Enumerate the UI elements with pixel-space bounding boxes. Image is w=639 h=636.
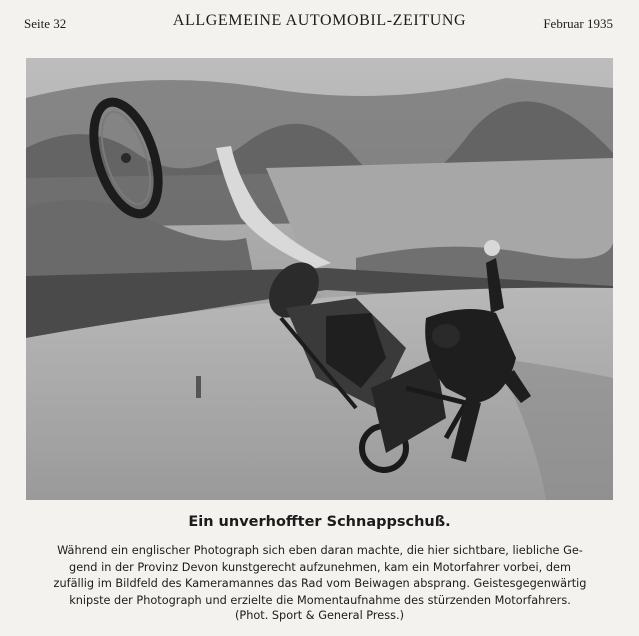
- page-number: Seite 32: [24, 16, 67, 31]
- caption-body: [28, 543, 612, 609]
- journal-title: ALLGEMEINE AUTOMOBIL-ZEITUNG: [172, 12, 467, 29]
- news-photo: [26, 58, 613, 500]
- caption-line: knipste der Photograph und erzielte die Momentaufnahme des stürzenden Motorfahrers.: [69, 593, 571, 607]
- road-post: [196, 376, 201, 398]
- caption-line: gend in der Provinz Devon kunstgerecht aufzunehmen, kam ein Motorfahrer vorbei, dem: [69, 560, 571, 574]
- caption-line: Während ein englischer Photograph sich eben daran machte, die hier sichtbare, liebliche Ge-: [57, 544, 583, 557]
- caption-title: Ein unverhoffter Schnappschuß.: [188, 514, 451, 530]
- photo-credit: (Phot. Sport & General Press.): [234, 609, 405, 622]
- page-header: [0, 0, 639, 40]
- issue-date: Februar 1935: [543, 16, 613, 31]
- caption-line: zufällig im Bildfeld des Kameramannes das Rad vom Beiwagen absprang. Geistesgegenwärtig: [53, 577, 587, 590]
- photo-illustration: [26, 58, 613, 500]
